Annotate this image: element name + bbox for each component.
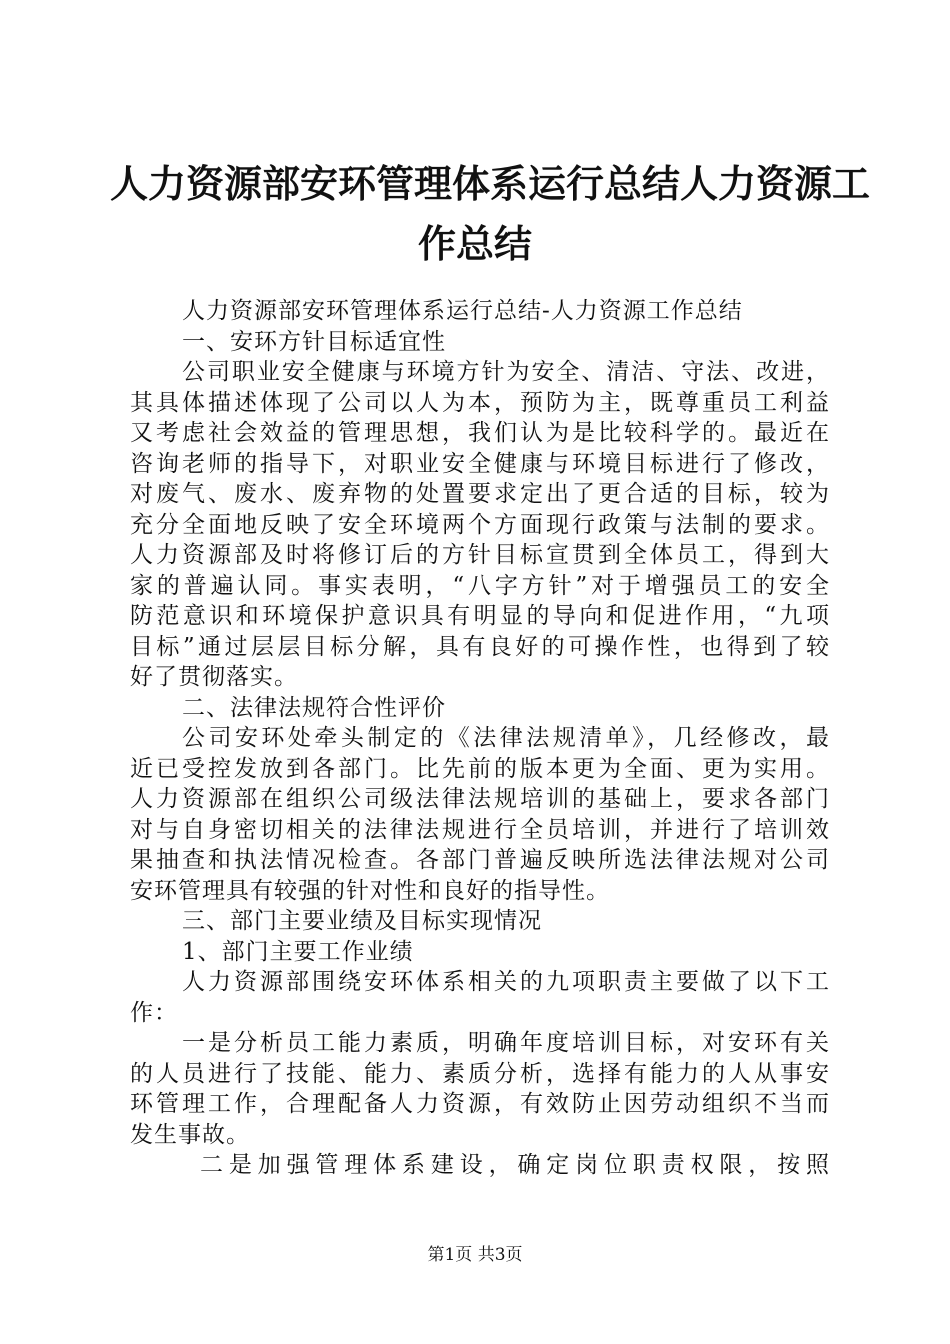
subsection-heading: 1、部门主要工作业绩 bbox=[182, 938, 414, 965]
body-line: 充分全面地反映了安全环境两个方面现行政策与法制的要求。 bbox=[130, 511, 830, 538]
body-line: 又考虑社会效益的管理思想，我们认为是比较科学的。最近在 bbox=[130, 420, 830, 446]
body-line: 二是加强管理体系建设，确定岗位职责权限，按照 bbox=[200, 1152, 830, 1178]
body-line: 好了贯彻落实。 bbox=[130, 664, 298, 690]
document-title-line-1: 人力资源部安环管理体系运行总结人力资源工 bbox=[110, 162, 871, 206]
body-line: 公司职业安全健康与环境方针为安全、清洁、守法、改进， bbox=[182, 359, 830, 385]
body-line: 咨询老师的指导下，对职业安全健康与环境目标进行了修改， bbox=[130, 450, 830, 477]
body-line: 对与自身密切相关的法律法规进行全员培训，并进行了培训效 bbox=[130, 816, 830, 843]
body-line: 家的普遍认同。事实表明，“八字方针”对于增强员工的安全 bbox=[130, 572, 830, 599]
body-line: 安环管理具有较强的针对性和良好的指导性。 bbox=[130, 877, 610, 904]
body-line: 公司安环处牵头制定的《法律法规清单》，几经修改，最 bbox=[182, 725, 830, 751]
body-line: 的人员进行了技能、能力、素质分析，选择有能力的人从事安 bbox=[130, 1060, 830, 1087]
body-line: 作： bbox=[130, 999, 178, 1026]
body-line: 人力资源部围绕安环体系相关的九项职责主要做了以下工 bbox=[182, 969, 830, 995]
body-line: 目标”通过层层目标分解，具有良好的可操作性，也得到了较 bbox=[130, 633, 830, 660]
body-line: 一是分析员工能力素质，明确年度培训目标，对安环有关 bbox=[182, 1030, 830, 1056]
section-heading-1: 一、安环方针目标适宜性 bbox=[182, 328, 446, 355]
section-heading-3: 三、部门主要业绩及目标实现情况 bbox=[182, 908, 542, 934]
page-footer: 第1页 共3页 bbox=[427, 1245, 523, 1265]
body-line: 果抽查和执法情况检查。各部门普遍反映所选法律法规对公司 bbox=[130, 847, 830, 873]
section-heading-2: 二、法律法规符合性评价 bbox=[182, 694, 446, 721]
body-line: 对废气、废水、废弃物的处置要求定出了更合适的目标，较为 bbox=[130, 481, 830, 507]
document-body bbox=[130, 296, 830, 1181]
body-line: 人力资源部在组织公司级法律法规培训的基础上，要求各部门 bbox=[130, 786, 830, 812]
body-line: 人力资源部及时将修订后的方针目标宣贯到全体员工，得到大 bbox=[130, 542, 830, 568]
subtitle-line: 人力资源部安环管理体系运行总结-人力资源工作总结 bbox=[182, 298, 743, 324]
document-title-line-2: 作总结 bbox=[417, 222, 532, 266]
body-line: 发生事故。 bbox=[130, 1121, 250, 1148]
body-line: 防范意识和环境保护意识具有明显的导向和促进作用，“九项 bbox=[130, 603, 830, 629]
body-line: 环管理工作，合理配备人力资源，有效防止因劳动组织不当而 bbox=[130, 1091, 830, 1117]
body-line: 其具体描述体现了公司以人为本，预防为主，既尊重员工利益 bbox=[130, 389, 830, 416]
body-line: 近已受控发放到各部门。比先前的版本更为全面、更为实用。 bbox=[130, 755, 830, 782]
